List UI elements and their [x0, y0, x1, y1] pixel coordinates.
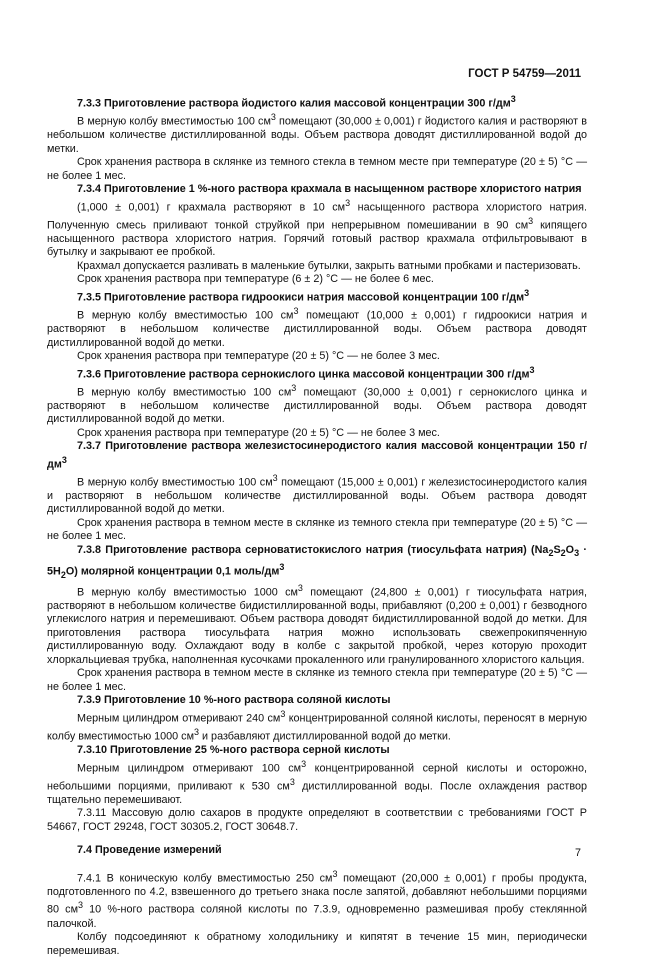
body-paragraph: Срок хранения раствора при температуре (6 ± 2) °С — не более 6 мес.	[77, 273, 434, 286]
section-heading: 7.3.7 Приготовление раствора железистосинеродистого калия массовой концентрации 150 $г/дм^3$	[47, 440, 587, 471]
document-body	[47, 93, 587, 958]
body-paragraph: В мерную колбу вместимостью 100 $см^3$ помещают (30,000 ± 0,001) г йодистого калия и растворяют в небольшом количестве дистиллированной воды. Объем раствора доводят дистиллированной водой до метки.	[47, 112, 587, 155]
section-heading: 7.3.10 Приготовление 25 %-ного раствора серной кислоты	[77, 744, 390, 757]
body-paragraph: Крахмал допускается разливать в маленькие бутылки, закрыть ватными пробками и пастеризовать.	[77, 259, 581, 272]
body-paragraph: 7.4.1 В коническую колбу вместимостью 250 $см^3$ помещают (20,000 ± 0,001) г пробы продукта, подготовленного по 4.2, взвешенного до третьего знака после запятой, добавляют небольшими порциями 80 $см^3$ 10 %-ного раствора соляной кислоты по 7.3.9, одновременно размешивая пробу стеклянной палочкой.	[47, 868, 588, 930]
body-paragraph: В мерную колбу вместимостью 100 $см^3$ помещают (30,000 ± 0,001) г сернокислого цинка и растворяют в небольшом количестве дистиллированной воды. Объем раствора доводят дистиллированной водой до метки.	[47, 382, 587, 426]
body-paragraph: Мерным цилиндром отмеривают 240 $см^3$ концентрированной соляной кислоты, переносят в мерную колбу вместимостью 1000 $см^3$ и разбавляют дистиллированной водой до метки.	[47, 708, 587, 743]
section-heading: 7.4 Проведение измерений	[77, 844, 222, 857]
body-paragraph: 7.3.11 Массовую долю сахаров в продукте определяют в соответствии с требованиями ГОСТ Р 54667, ГОСТ 29248, ГОСТ 30305.2, ГОСТ 30648.7.	[47, 807, 587, 833]
body-paragraph: Срок хранения раствора в темном месте в склянке из темного стекла при температуре (20 ± 5) °С — не более 1 мес.	[47, 667, 587, 693]
section-heading: 7.3.3 Приготовление раствора йодистого калия массовой концентрации 300 $г/дм^3$	[77, 94, 516, 110]
body-paragraph: Колбу подсоединяют к обратному холодильнику и кипятят в течение 15 мин, периодически перемешивая.	[47, 931, 587, 957]
body-paragraph: (1,000 ± 0,001) г крахмала растворяют в 10 $см^3$ насыщенного раствора хлористого натрия. Полученную смесь приливают тонкой струйкой при непрерывном помешивании в 90 $см^3$ кипящего насыщенного раствора хлористого натрия. Горячий готовый раствор крахмала отфильтровывают в бутылку и закрывают ее пробкой.	[47, 197, 587, 259]
section-heading: 7.3.9 Приготовление 10 %-ного раствора соляной кислоты	[77, 694, 391, 707]
document-header: ГОСТ Р 54759—2011	[468, 68, 581, 80]
body-paragraph: Срок хранения раствора в темном месте в склянке из темного стекла при температуре (20 ± 5) °С — не более 1 мес.	[47, 516, 587, 543]
body-paragraph: Срок хранения раствора при температуре (20 ± 5) °С — не более 3 мес.	[77, 426, 440, 439]
body-paragraph: Срок хранения раствора в склянке из темного стекла в темном месте при температуре (20 ± 5) °С — не более 1 мес.	[47, 156, 587, 182]
body-paragraph: В мерную колбу вместимостью 100 $см^3$ помещают (10,000 ± 0,001) г гидроокиси натрия и растворяют в небольшом количестве дистиллированной воды. Объем раствора доводят дистиллированной водой до метки.	[47, 305, 587, 349]
body-paragraph: В мерную колбу вместимостью 1000 $см^3$ помещают (24,800 ± 0,001) г тиосульфата натрия, растворяют в небольшом количестве бидистиллированной воды, прибавляют (0,200 ± 0,001) г безводного углекислого натрия и перемешивают. Объем раствора доводят бидистиллированной водой до метки. Для приготовления раствора тиосульфата натрия можно использовать свежепрокипяченную дистиллированную воду. Охлаждают воду в колбе с закрытой пробкой, через которую проходит хлоркальциевая трубка, наполненная кусочками прокаленного или гранулированного хлористого кальция.	[47, 582, 587, 666]
section-heading: 7.3.5 Приготовление раствора гидроокиси натрия массовой концентрации 100 $г/дм^3$	[77, 287, 530, 304]
body-paragraph: Мерным цилиндром отмеривают 100 $см^3$ концентрированной серной кислоты и осторожно, небольшими порциями, приливают к 530 $см^3$ дистиллированной воды. После охлаждения раствор тщательно перемешивают.	[47, 758, 587, 806]
section-heading: 7.3.4 Приготовление 1 %-ного раствора крахмала в насыщенном растворе хлористого натрия	[77, 183, 582, 196]
page-number: 7	[574, 847, 581, 859]
section-heading: 7.3.8 Приготовление раствора серноватистокислого натрия (тиосульфата натрия) $(Na_2S_2O_3 \cdot 5H_2O)$ молярной концентрации 0,1 моль/$дм^3$	[47, 543, 587, 580]
body-paragraph: Срок хранения раствора при температуре (20 ± 5) °С — не более 3 мес.	[77, 350, 440, 363]
section-heading: 7.3.6 Приготовление раствора сернокислого цинка массовой концентрации 300 $г/дм^3$	[77, 364, 535, 381]
body-paragraph: В мерную колбу вместимостью 100 $см^3$ помещают (15,000 ± 0,001) г железистосинеродистого калия и растворяют в небольшом количестве дистиллированной воды. Объем раствора доводят дистиллированной водой до метки.	[47, 472, 587, 516]
